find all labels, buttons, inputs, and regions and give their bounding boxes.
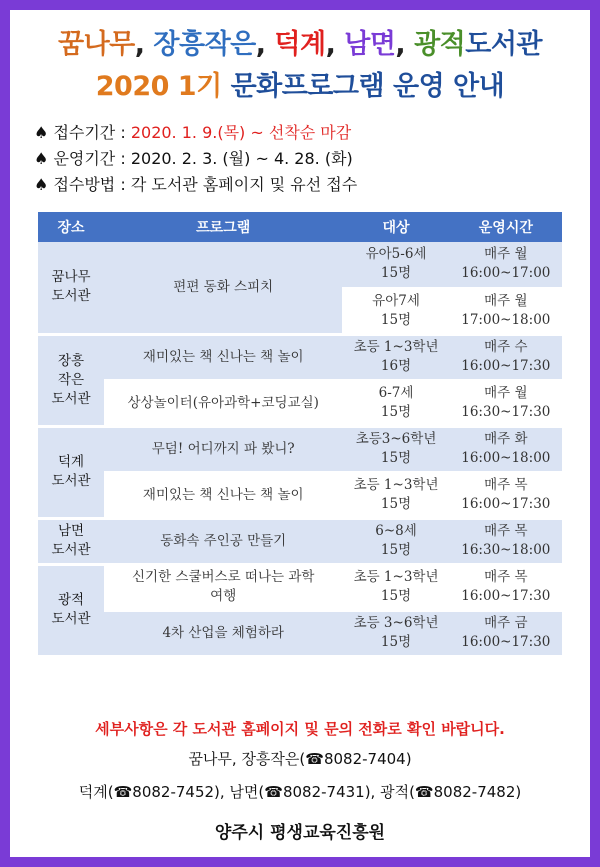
cell-time (450, 472, 562, 518)
cell-text: 신기한 스쿨버스로 떠나는 과학 (132, 569, 315, 585)
cell-text: 매주 월 (484, 385, 528, 401)
cell-place (38, 334, 104, 426)
cell-time (450, 518, 562, 564)
footer-contact-1: 꿈나무, 장흥작은(☎8082-7404) (188, 750, 412, 768)
cell-target (342, 426, 449, 472)
info-label: 접수방법 : (53, 175, 131, 194)
header-target: 대상 (342, 212, 449, 242)
table-header-row (38, 212, 562, 242)
info-line (34, 172, 357, 195)
cell-text: 15명 (380, 542, 412, 558)
cell-text: 남면 (57, 523, 85, 539)
title-segment: 꿈나무 (57, 29, 135, 60)
title-libraries (0, 22, 600, 61)
cell-text: 매주 금 (484, 615, 528, 631)
cell-text: 꿈나무 (51, 269, 91, 286)
title-segment: , (325, 29, 345, 60)
title-program-guide (0, 64, 600, 103)
cell-text: 16:30~17:30 (461, 404, 551, 420)
table-row (38, 564, 562, 610)
table-row (38, 610, 562, 656)
cell-program (104, 518, 342, 564)
cell-text: 초등 1~3학년 (353, 339, 439, 355)
spade-bullet-icon: ♠ (34, 149, 54, 168)
cell-text: 16명 (380, 358, 412, 374)
cell-text: 16:00~17:30 (461, 358, 551, 374)
cell-text: 초등 1~3학년 (353, 569, 439, 585)
header-program: 프로그램 (104, 212, 342, 242)
cell-time (450, 564, 562, 610)
cell-text: 도서관 (51, 473, 91, 489)
cell-program (104, 242, 342, 334)
cell-text: 재미있는 책 신나는 책 놀이 (142, 486, 304, 503)
cell-text: 15명 (380, 496, 412, 512)
cell-text: 16:30~18:00 (461, 542, 551, 558)
footer-notice: 세부사항은 각 도서관 홈페이지 및 문의 전화로 확인 바랍니다. (95, 720, 505, 738)
cell-text: 16:00~17:00 (461, 265, 551, 282)
cell-text: 도서관 (51, 542, 91, 558)
cell-text: 유아5-6세 (365, 246, 427, 263)
cell-text: 장흥 (57, 352, 85, 369)
cell-target (342, 610, 449, 656)
cell-time (450, 242, 562, 288)
info-value: 각 도서관 홈페이지 및 유선 접수 (130, 175, 358, 194)
title-segment: , (134, 29, 154, 60)
cell-program (104, 426, 342, 472)
cell-text: 매주 월 (484, 293, 528, 309)
cell-text: 초등3~6학년 (355, 431, 437, 447)
cell-text: 17:00~18:00 (461, 312, 551, 328)
footer-contact-2: 덕계(☎8082-7452), 남면(☎8082-7431), 광적(☎8082-7482) (78, 783, 522, 801)
cell-text: 초등 3~6학년 (353, 615, 439, 631)
table-row (38, 426, 562, 472)
info-value: 2020. 1. 9.(목) ~ 선착순 마감 (130, 123, 352, 142)
cell-text: 덕계 (57, 454, 85, 470)
cell-program (104, 380, 342, 426)
cell-target (342, 242, 449, 288)
cell-program (104, 610, 342, 656)
cell-text: 매주 목 (484, 569, 528, 585)
spade-bullet-icon: ♠ (34, 123, 54, 142)
cell-text: 도서관 (51, 611, 91, 627)
cell-text: 15명 (380, 588, 412, 604)
cell-text: 무덤! 어디까지 파 봤니? (151, 440, 295, 457)
title-segment: 덕계 (274, 29, 326, 60)
cell-text: 도서관 (51, 390, 91, 407)
title-segment: 도서관 (465, 29, 543, 60)
cell-text: 6-7세 (378, 385, 414, 401)
cell-text: 매주 월 (484, 246, 528, 263)
cell-text: 16:00~18:00 (461, 450, 551, 466)
title-segment: 문화프로그램 운영 안내 (230, 71, 505, 102)
cell-text: 유아7세 (372, 293, 420, 309)
cell-program (104, 334, 342, 380)
cell-place (38, 242, 104, 334)
cell-place (38, 426, 104, 518)
table-row (38, 380, 562, 426)
cell-time (450, 334, 562, 380)
info-label: 운영기간 : (53, 149, 131, 168)
cell-text: 매주 목 (484, 523, 528, 539)
cell-text: 16:00~17:30 (461, 588, 551, 604)
cell-text: 작은 (57, 371, 85, 388)
cell-text: 15명 (380, 450, 412, 466)
table-row (38, 472, 562, 518)
title-segment: 광적 (414, 29, 466, 60)
cell-target (342, 518, 449, 564)
cell-text: 매주 목 (484, 477, 528, 493)
cell-target (342, 334, 449, 380)
spade-bullet-icon: ♠ (34, 175, 54, 194)
title-segment: 장흥작은 (153, 29, 256, 60)
info-line (34, 120, 351, 143)
cell-text: 도서관 (51, 288, 91, 305)
header-time: 운영시간 (450, 212, 562, 242)
cell-target (342, 380, 449, 426)
cell-program (104, 564, 342, 610)
table-row (38, 334, 562, 380)
cell-target (342, 288, 449, 334)
title-segment: 남면 (344, 29, 396, 60)
cell-text: 매주 화 (484, 431, 528, 447)
cell-time (450, 610, 562, 656)
title-segment: 2020 1기 (95, 71, 231, 102)
header-place: 장소 (38, 212, 104, 242)
cell-text: 초등 1~3학년 (353, 477, 439, 493)
cell-text: 16:00~17:30 (461, 634, 551, 650)
cell-target (342, 472, 449, 518)
cell-text: 15명 (380, 265, 412, 282)
cell-text: 15명 (380, 404, 412, 420)
cell-text: 재미있는 책 신나는 책 놀이 (142, 348, 304, 365)
cell-text: 4차 산업을 체험하라 (162, 624, 284, 641)
cell-text: 편편 동화 스피치 (173, 278, 274, 295)
cell-text: 상상놀이터(유아과학+코딩교실) (127, 394, 319, 411)
info-value: 2020. 2. 3. (월) ~ 4. 28. (화) (130, 149, 353, 168)
cell-text: 광적 (57, 592, 85, 608)
cell-text: 동화속 주인공 만들기 (160, 532, 287, 549)
cell-time (450, 288, 562, 334)
cell-place (38, 564, 104, 656)
cell-place (38, 518, 104, 564)
title-segment: , (395, 29, 415, 60)
cell-target (342, 564, 449, 610)
cell-text: 6~8세 (375, 523, 417, 539)
title-segment: , (255, 29, 275, 60)
info-label: 접수기간 : (53, 123, 131, 142)
cell-text: 매주 수 (484, 339, 528, 355)
cell-text: 15명 (380, 312, 412, 328)
info-line (34, 146, 353, 169)
cell-text: 16:00~17:30 (461, 496, 551, 512)
table-row (38, 242, 562, 288)
table-row (38, 518, 562, 564)
cell-program (104, 472, 342, 518)
cell-time (450, 380, 562, 426)
cell-text: 15명 (380, 634, 412, 650)
schedule-table (38, 212, 562, 658)
organization-name: 양주시 평생교육진흥원 (214, 823, 386, 843)
cell-time (450, 426, 562, 472)
cell-text: 여행 (210, 588, 237, 604)
